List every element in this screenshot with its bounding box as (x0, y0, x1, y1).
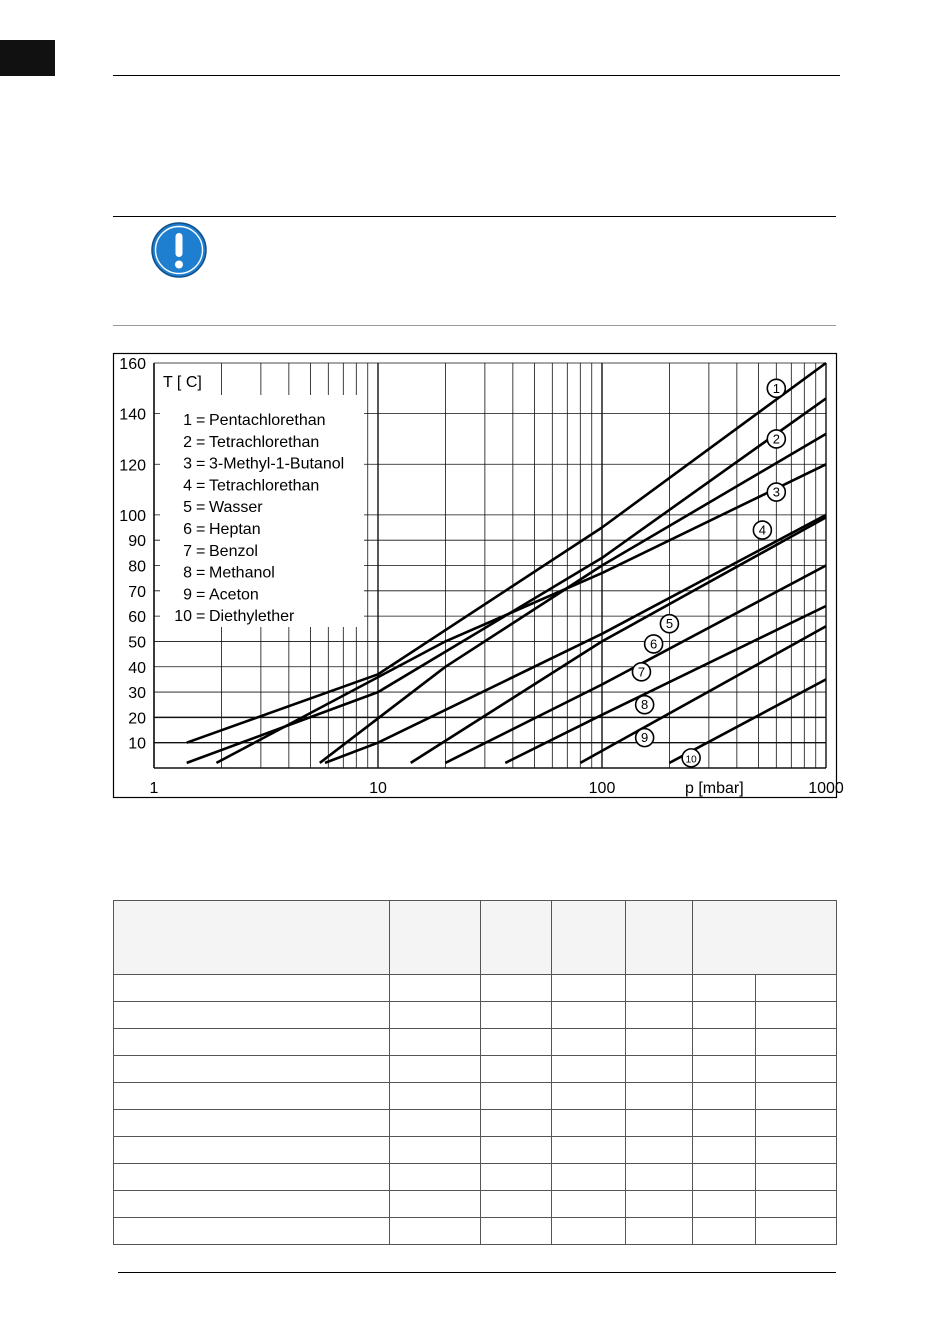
x-tick-label: 1 (149, 780, 159, 797)
table-cell (114, 1029, 390, 1056)
table-cell (756, 1218, 837, 1245)
table-cell (626, 1083, 693, 1110)
legend-number: 9 (183, 586, 192, 604)
legend-number: 7 (183, 542, 192, 560)
legend-number: 1 (183, 412, 192, 429)
table-cell (552, 1083, 626, 1110)
chart-legend (160, 374, 364, 627)
legend-equals: = (196, 608, 206, 626)
table-cell (390, 975, 481, 1002)
notice-bottom-rule (113, 325, 836, 326)
y-tick-label: 10 (128, 735, 146, 753)
legend-equals: = (196, 412, 206, 429)
y-tick-label: 120 (119, 457, 146, 475)
y-tick-label: 140 (119, 406, 146, 424)
legend-entry: Pentachlorethan (209, 412, 326, 429)
series-marker-label: 3 (772, 484, 780, 500)
legend-entry: Diethylether (209, 608, 295, 626)
legend-number: 3 (183, 455, 192, 473)
x-tick-label: 100 (588, 780, 616, 797)
table-cell (693, 1191, 756, 1218)
series-marker-label: 4 (758, 522, 767, 538)
table-cell (756, 1029, 837, 1056)
legend-entry: Tetrachlorethan (209, 433, 320, 451)
table-cell (756, 1083, 837, 1110)
table-cell (552, 1029, 626, 1056)
table-cell (693, 1110, 756, 1137)
legend-entry: Benzol (209, 542, 258, 560)
table-cell (756, 975, 837, 1002)
series-marker-label: 10 (685, 754, 697, 766)
table-cell (693, 975, 756, 1002)
y-tick-label: 160 (119, 356, 146, 373)
legend-entry: Tetrachlorethan (209, 477, 320, 495)
legend-number: 6 (183, 521, 192, 538)
footer-rule (118, 1272, 836, 1273)
table-cell (626, 1110, 693, 1137)
legend-equals: = (196, 433, 206, 451)
table-row (114, 1191, 837, 1218)
series-marker-label: 2 (772, 431, 780, 447)
series-marker-label: 1 (772, 380, 780, 396)
y-tick-label: 50 (128, 634, 146, 652)
table-row (114, 1218, 837, 1245)
x-axis-title: p [mbar] (685, 780, 744, 797)
table-cell (114, 1164, 390, 1191)
legend-equals: = (196, 564, 206, 582)
legend-number: 2 (183, 433, 192, 451)
table-row (114, 975, 837, 1002)
legend-equals: = (196, 455, 206, 473)
table-cell (481, 1218, 552, 1245)
table-cell (481, 1029, 552, 1056)
table-cell (481, 1002, 552, 1029)
vapor-pressure-chart (113, 353, 844, 798)
table-cell (390, 1056, 481, 1083)
legend-equals: = (196, 477, 206, 495)
table-cell (552, 1002, 626, 1029)
y-axis-title: T [ C] (163, 374, 202, 391)
table-cell (481, 1056, 552, 1083)
table-cell (390, 1164, 481, 1191)
table-cell (114, 1137, 390, 1164)
legend-equals: = (196, 499, 206, 517)
table-cell (390, 1110, 481, 1137)
legend-equals: = (196, 542, 206, 560)
table-cell (552, 1218, 626, 1245)
legend-number: 10 (174, 608, 192, 626)
x-tick-label: 1000 (808, 780, 844, 797)
table-cell (114, 1110, 390, 1137)
y-tick-label: 30 (128, 685, 146, 703)
y-tick-label: 20 (128, 710, 146, 728)
table-cell (114, 1191, 390, 1218)
legend-equals: = (196, 521, 206, 538)
table-cell (756, 1191, 837, 1218)
table-row (114, 1056, 837, 1083)
legend-number: 8 (183, 564, 192, 582)
table-cell (552, 1137, 626, 1164)
table-cell (390, 1137, 481, 1164)
exclamation-icon (150, 221, 208, 279)
table-cell (390, 1218, 481, 1245)
table-cell (481, 1110, 552, 1137)
table-cell (552, 975, 626, 1002)
table-cell (693, 1218, 756, 1245)
table-cell (756, 1056, 837, 1083)
data-table (113, 900, 837, 1245)
legend-entry: 3-Methyl-1-Butanol (209, 455, 345, 473)
table-header-cell (552, 901, 626, 975)
table-cell (626, 1164, 693, 1191)
y-tick-label: 40 (128, 659, 146, 677)
y-tick-label: 70 (128, 583, 146, 601)
table-header-cell (626, 901, 693, 975)
table-cell (626, 975, 693, 1002)
table-row (114, 1164, 837, 1191)
table-cell (756, 1137, 837, 1164)
table-cell (481, 975, 552, 1002)
table-header-cell (481, 901, 552, 975)
legend-number: 5 (183, 499, 192, 517)
x-tick-label: 10 (369, 780, 387, 797)
legend-equals: = (196, 586, 206, 604)
header-rule (113, 75, 840, 76)
legend-entry: Wasser (209, 499, 263, 517)
table-cell (626, 1056, 693, 1083)
table-cell (552, 1191, 626, 1218)
table-cell (390, 1002, 481, 1029)
table-cell (481, 1164, 552, 1191)
table-cell (390, 1029, 481, 1056)
table-header-row (114, 901, 837, 975)
table-cell (756, 1164, 837, 1191)
table-cell (481, 1083, 552, 1110)
legend-entry: Aceton (209, 586, 259, 604)
legend-number: 4 (183, 477, 192, 495)
table-cell (756, 1110, 837, 1137)
legend-entry: Methanol (209, 564, 275, 582)
table-cell (626, 1029, 693, 1056)
table-row (114, 1083, 837, 1110)
table-cell (693, 1137, 756, 1164)
series-marker-label: 5 (665, 616, 674, 632)
table-row (114, 1002, 837, 1029)
table-cell (552, 1110, 626, 1137)
series-marker-label: 8 (641, 697, 649, 713)
table-header-cell (390, 901, 481, 975)
table-header-cell (693, 901, 837, 975)
table-cell (114, 1002, 390, 1029)
table-cell (390, 1191, 481, 1218)
y-tick-label: 80 (128, 558, 146, 576)
y-tick-label: 100 (119, 507, 146, 525)
legend-entry: Heptan (209, 521, 261, 538)
table-cell (552, 1056, 626, 1083)
page-corner-tab (0, 40, 55, 76)
table-cell (756, 1002, 837, 1029)
table-cell (693, 1002, 756, 1029)
table-cell (481, 1137, 552, 1164)
table-row (114, 1110, 837, 1137)
table-cell (481, 1191, 552, 1218)
table-cell (626, 1191, 693, 1218)
table-row (114, 1029, 837, 1056)
y-tick-label: 90 (128, 533, 146, 551)
table-cell (693, 1164, 756, 1191)
table-row (114, 1137, 837, 1164)
table-cell (114, 1083, 390, 1110)
series-marker-label: 7 (637, 664, 646, 680)
table-cell (114, 975, 390, 1002)
notice-top-rule (113, 216, 836, 217)
table-cell (626, 1002, 693, 1029)
table-cell (693, 1083, 756, 1110)
table-cell (693, 1029, 756, 1056)
table-cell (390, 1083, 481, 1110)
table-cell (114, 1218, 390, 1245)
table-cell (114, 1056, 390, 1083)
y-tick-label: 60 (128, 609, 146, 627)
table-cell (626, 1218, 693, 1245)
table-cell (552, 1164, 626, 1191)
series-marker-label: 6 (650, 636, 658, 652)
table-cell (626, 1137, 693, 1164)
table-header-cell (114, 901, 390, 975)
series-marker-label: 9 (641, 730, 649, 746)
table-cell (693, 1056, 756, 1083)
